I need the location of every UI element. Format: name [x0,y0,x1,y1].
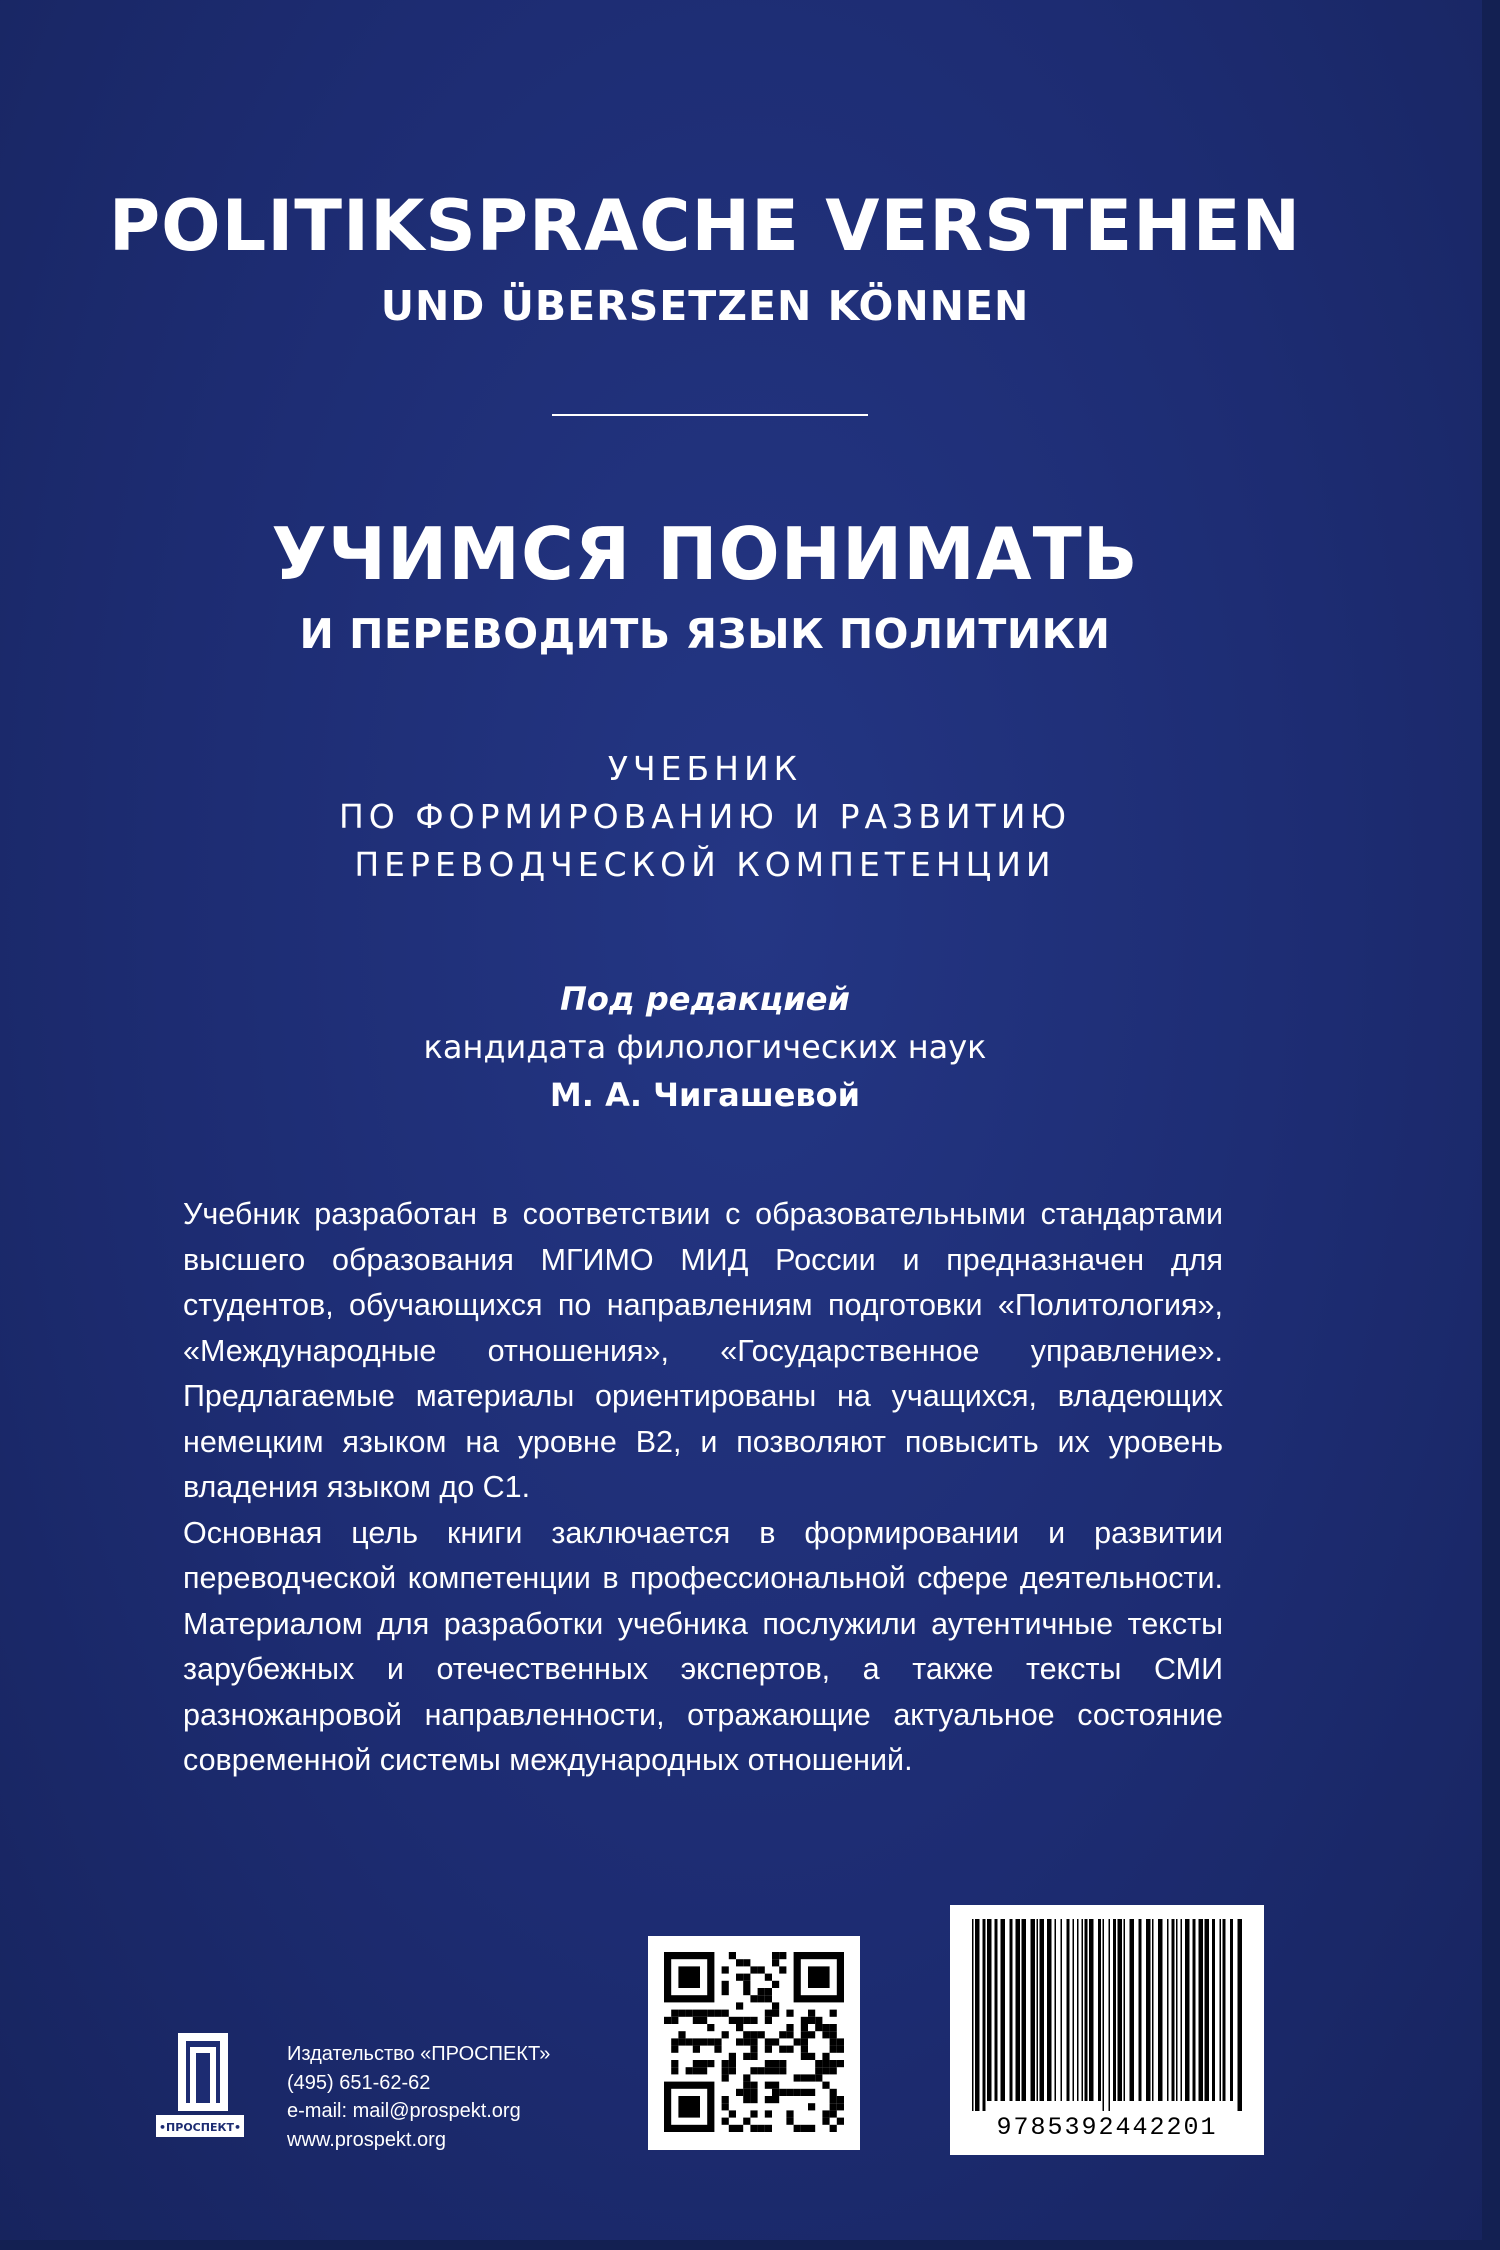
title-russian: УЧИМСЯ ПОНИМАТЬ [271,512,1139,596]
barcode-box [950,1905,1264,2155]
publisher-logo-text: •ПРОСПЕКТ• [159,2121,241,2134]
cover-bottom-edge [0,2240,1500,2250]
cover-edge [1482,0,1500,2250]
prospekt-logo-icon [150,2025,250,2150]
publisher-email: e-mail: mail@prospekt.org [287,2100,521,2122]
book-kind-line: ПЕРЕВОДЧЕСКОЙ КОМПЕТЕНЦИИ [354,845,1056,884]
book-kind [0,745,1410,889]
book-kind-line: УЧЕБНИК [607,749,803,788]
book-kind-line: ПО ФОРМИРОВАНИЮ И РАЗВИТИЮ [338,797,1072,836]
publisher-name: Издательство «ПРОСПЕКТ» [287,2043,551,2065]
publisher-website: www.prospekt.org [287,2128,446,2151]
barcode-icon [950,1905,1264,2115]
description-paragraph: Учебник разработан в соответствии с образовательными стандартами высшего образования МГИМО МИД России и предназначен для студентов, обучающихся по направлениям подготовки «Политология», «Международные отношения», «Государственное управление». Предлагаемые материалы ориентированы на учащихся, владеющих немецким языком на уровне В2, и позволяют повысить их уровень владения языком до С1. [183,1197,1223,1504]
isbn-number: 9785392442201 [996,2113,1218,2142]
editor-name: М. А. Чигашевой [549,1076,861,1114]
publisher-info [287,2040,550,2154]
divider-line [552,414,868,416]
publisher-phone: (495) 651-62-62 [287,2071,431,2094]
title-german: POLITIKSPRACHE VERSTEHEN [108,185,1302,267]
description-paragraph: Основная цель книги заключается в формировании и развитии переводческой компетенции в профессиональной сфере деятельности. Материалом для разработки учебника послужили аутентичные тексты зарубежных и отечественных экспертов, а также тексты СМИ разножанровой направленности, отражающие актуальное состояние современной системы международных отношений. [183,1515,1223,1777]
qr-code-box [648,1936,860,2150]
editor-label: Под редакцией [560,980,850,1018]
editor-block [0,975,1410,1119]
subtitle-russian: И ПЕРЕВОДИТЬ ЯЗЫК ПОЛИТИКИ [299,610,1111,658]
subtitle-german: UND ÜBERSETZEN KÖNNEN [380,282,1030,330]
qr-code-icon [648,1936,860,2150]
editor-degree: кандидата филологических наук [423,1028,987,1066]
description [183,1192,1223,1784]
